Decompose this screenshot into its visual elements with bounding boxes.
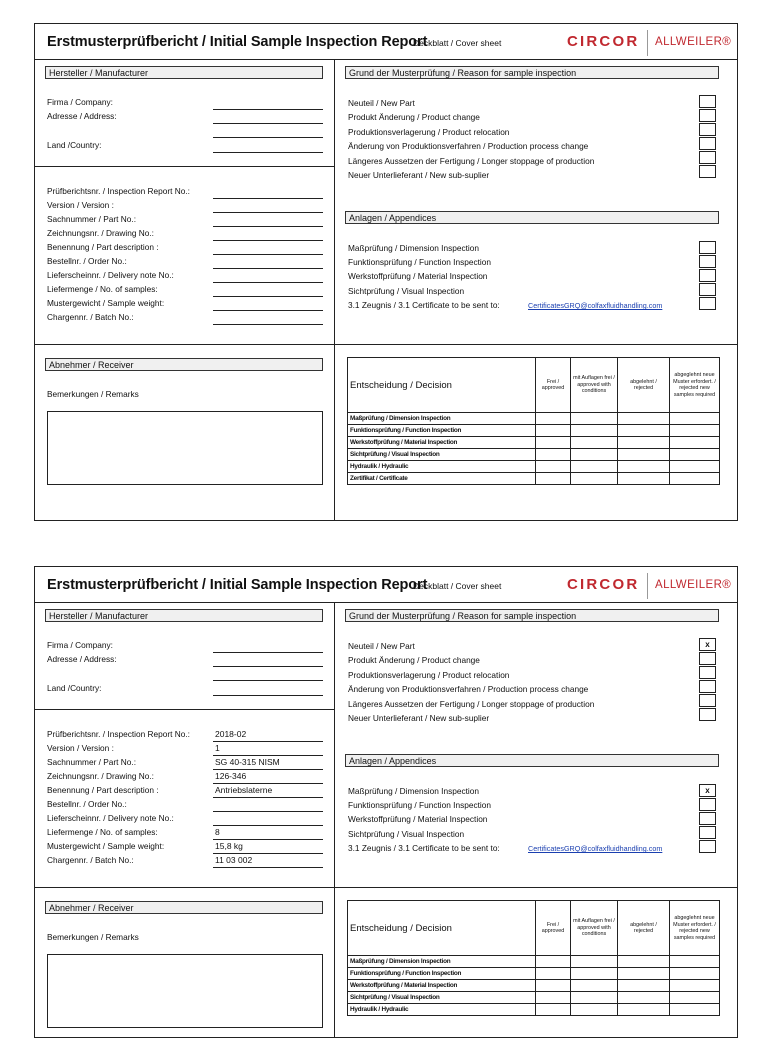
samples-field[interactable] bbox=[213, 296, 323, 297]
decision-table bbox=[347, 900, 720, 1016]
appendix-visual: Sichtprüfung / Visual Inspection bbox=[348, 829, 465, 839]
cell[interactable] bbox=[618, 437, 670, 449]
manufacturer-heading: Hersteller / Manufacturer bbox=[45, 609, 323, 622]
company-label: Firma / Company: bbox=[47, 97, 113, 107]
report-title: Erstmusterprüfbericht / Initial Sample Inspection Report bbox=[47, 34, 428, 50]
reason-checkbox-1[interactable] bbox=[699, 95, 716, 108]
drawing-no-label: Zeichnungsnr. / Drawing No.: bbox=[47, 771, 154, 781]
circor-logo: CIRCOR bbox=[567, 33, 640, 50]
cell[interactable] bbox=[536, 992, 571, 1004]
cell[interactable] bbox=[618, 992, 670, 1004]
cell[interactable] bbox=[571, 992, 618, 1004]
appendix-checkbox-5[interactable] bbox=[699, 297, 716, 310]
reason-checkbox-1[interactable]: x bbox=[699, 638, 716, 651]
cell[interactable] bbox=[618, 461, 670, 473]
cell[interactable] bbox=[618, 1004, 670, 1016]
appendix-checkbox-2[interactable] bbox=[699, 798, 716, 811]
cell[interactable] bbox=[670, 956, 720, 968]
part-no-field bbox=[213, 769, 323, 770]
decision-row-material: Werkstoffprüfung / Material Inspection bbox=[348, 980, 536, 992]
sample-weight-value[interactable]: 15,8 kg bbox=[215, 841, 243, 851]
country-label: Land /Country: bbox=[47, 140, 102, 150]
cell[interactable] bbox=[670, 437, 720, 449]
decision-row-hydraulic: Hydraulik / Hydraulic bbox=[348, 461, 536, 473]
report-no-label: Prüfberichtsnr. / Inspection Report No.: bbox=[47, 186, 190, 196]
decision-table bbox=[347, 357, 720, 485]
reason-checkbox-6[interactable] bbox=[699, 165, 716, 178]
reason-checkbox-2[interactable] bbox=[699, 109, 716, 122]
appendix-dimension: Maßprüfung / Dimension Inspection bbox=[348, 786, 479, 796]
cover-sheet-label: Deckblatt / Cover sheet bbox=[413, 38, 502, 48]
col-rejected: abgelehnt / rejected bbox=[618, 358, 670, 413]
company-label: Firma / Company: bbox=[47, 640, 113, 650]
cell[interactable] bbox=[670, 968, 720, 980]
reason-checkbox-3[interactable] bbox=[699, 666, 716, 679]
decision-row-function: Funktionsprüfung / Function Inspection bbox=[348, 968, 536, 980]
version-value[interactable]: 1 bbox=[215, 743, 220, 753]
version-label: Version / Version : bbox=[47, 200, 114, 210]
col-rejected-new-samples: abgeglehnt neue Muster erfordert. / rejected new samples required bbox=[670, 901, 720, 956]
cell[interactable] bbox=[536, 413, 571, 425]
table-row bbox=[348, 437, 720, 449]
table-row bbox=[348, 956, 720, 968]
cell[interactable] bbox=[571, 425, 618, 437]
column-divider bbox=[334, 602, 335, 1037]
column-divider bbox=[334, 59, 335, 520]
part-description-label: Benennung / Part description : bbox=[47, 785, 159, 795]
batch-no-field bbox=[213, 867, 323, 868]
sample-weight-field bbox=[213, 853, 323, 854]
batch-no-value[interactable]: 11 03 002 bbox=[215, 855, 253, 865]
cell[interactable] bbox=[571, 980, 618, 992]
cell[interactable] bbox=[571, 461, 618, 473]
manufacturer-heading: Hersteller / Manufacturer bbox=[45, 66, 323, 79]
decision-row-dimension: Maßprüfung / Dimension Inspection bbox=[348, 413, 536, 425]
part-description-value[interactable]: Antriebslaterne bbox=[215, 785, 273, 795]
cell[interactable] bbox=[536, 473, 571, 485]
table-row bbox=[348, 968, 720, 980]
header-divider bbox=[35, 602, 737, 603]
company-field[interactable] bbox=[213, 109, 323, 110]
order-no-field bbox=[213, 811, 323, 812]
appendix-material: Werkstoffprüfung / Material Inspection bbox=[348, 814, 488, 824]
cell[interactable] bbox=[536, 425, 571, 437]
reason-heading: Grund der Musterprüfung / Reason for sample inspection bbox=[345, 66, 719, 79]
remarks-label: Bemerkungen / Remarks bbox=[47, 389, 139, 399]
decision-row-visual: Sichtprüfung / Visual Inspection bbox=[348, 449, 536, 461]
table-row bbox=[348, 980, 720, 992]
appendices-heading: Anlagen / Appendices bbox=[345, 754, 719, 767]
address-field[interactable] bbox=[213, 123, 323, 124]
sample-weight-field[interactable] bbox=[213, 310, 323, 311]
cell[interactable] bbox=[571, 956, 618, 968]
appendix-function: Funktionsprüfung / Function Inspection bbox=[348, 800, 491, 810]
cell[interactable] bbox=[571, 413, 618, 425]
cell[interactable] bbox=[670, 449, 720, 461]
reason-checkbox-3[interactable] bbox=[699, 123, 716, 136]
sample-weight-label: Mustergewicht / Sample weight: bbox=[47, 841, 165, 851]
reason-checkbox-5[interactable] bbox=[699, 694, 716, 707]
decision-title: Entscheidung / Decision bbox=[348, 358, 536, 413]
logo-divider bbox=[647, 30, 648, 56]
appendix-visual: Sichtprüfung / Visual Inspection bbox=[348, 286, 465, 296]
cell[interactable] bbox=[571, 1004, 618, 1016]
order-no-field[interactable] bbox=[213, 268, 323, 269]
receiver-heading: Abnehmer / Receiver bbox=[45, 358, 323, 371]
drawing-no-label: Zeichnungsnr. / Drawing No.: bbox=[47, 228, 154, 238]
cell[interactable] bbox=[618, 956, 670, 968]
version-field bbox=[213, 755, 323, 756]
reason-new-part: Neuteil / New Part bbox=[348, 641, 415, 651]
reason-relocation: Produktionsverlagerung / Product relocation bbox=[348, 670, 510, 680]
appendix-checkbox-2[interactable] bbox=[699, 255, 716, 268]
table-row bbox=[348, 425, 720, 437]
cell[interactable] bbox=[536, 437, 571, 449]
reason-checkbox-2[interactable] bbox=[699, 652, 716, 665]
cell[interactable] bbox=[618, 980, 670, 992]
version-label: Version / Version : bbox=[47, 743, 114, 753]
delivery-note-label: Lieferscheinnr. / Delivery note No.: bbox=[47, 813, 174, 823]
version-field[interactable] bbox=[213, 212, 323, 213]
lower-divider bbox=[35, 344, 737, 345]
report-no-field bbox=[213, 741, 323, 742]
reason-relocation: Produktionsverlagerung / Product relocation bbox=[348, 127, 510, 137]
appendix-certificate: 3.1 Zeugnis / 3.1 Certificate to be sent to: bbox=[348, 843, 500, 853]
address-field-2[interactable] bbox=[213, 137, 323, 138]
cell[interactable] bbox=[571, 437, 618, 449]
reason-stoppage: Längeres Aussetzen der Fertigung / Longer stoppage of production bbox=[348, 156, 595, 166]
cell[interactable] bbox=[670, 461, 720, 473]
cell[interactable] bbox=[670, 992, 720, 1004]
reason-product-change: Produkt Änderung / Product change bbox=[348, 112, 480, 122]
cell[interactable] bbox=[670, 1004, 720, 1016]
cell[interactable] bbox=[670, 413, 720, 425]
address-label: Adresse / Address: bbox=[47, 111, 117, 121]
table-row bbox=[348, 449, 720, 461]
drawing-no-field[interactable] bbox=[213, 240, 323, 241]
samples-label: Liefermenge / No. of samples: bbox=[47, 284, 158, 294]
drawing-no-value[interactable]: 126-346 bbox=[215, 771, 247, 781]
cell[interactable] bbox=[536, 449, 571, 461]
logo-divider bbox=[647, 573, 648, 599]
cell[interactable] bbox=[536, 980, 571, 992]
report-no-field[interactable] bbox=[213, 198, 323, 199]
receiver-heading: Abnehmer / Receiver bbox=[45, 901, 323, 914]
country-label: Land /Country: bbox=[47, 683, 102, 693]
reason-sub-supplier: Neuer Unterlieferant / New sub-suplier bbox=[348, 170, 490, 180]
cell[interactable] bbox=[618, 449, 670, 461]
address-label: Adresse / Address: bbox=[47, 654, 117, 664]
appendix-function: Funktionsprüfung / Function Inspection bbox=[348, 257, 491, 267]
decision-row-function: Funktionsprüfung / Function Inspection bbox=[348, 425, 536, 437]
appendix-checkbox-4[interactable] bbox=[699, 826, 716, 839]
table-row bbox=[348, 1004, 720, 1016]
col-approved: Frei / approved bbox=[536, 358, 571, 413]
col-approved: Frei / approved bbox=[536, 901, 571, 956]
appendix-checkbox-1[interactable] bbox=[699, 241, 716, 254]
cell[interactable] bbox=[571, 473, 618, 485]
reason-stoppage: Längeres Aussetzen der Fertigung / Longer stoppage of production bbox=[348, 699, 595, 709]
sample-weight-label: Mustergewicht / Sample weight: bbox=[47, 298, 165, 308]
col-rejected: abgelehnt / rejected bbox=[618, 901, 670, 956]
batch-no-label: Chargennr. / Batch No.: bbox=[47, 855, 134, 865]
reason-product-change: Produkt Änderung / Product change bbox=[348, 655, 480, 665]
reason-checkbox-4[interactable] bbox=[699, 137, 716, 150]
col-approved-conditions: mit Auflagen frei / approved with conditions bbox=[571, 358, 618, 413]
table-row bbox=[348, 461, 720, 473]
report-no-value[interactable]: 2018-02 bbox=[215, 729, 247, 739]
part-no-value[interactable]: SG 40-315 NISM bbox=[215, 757, 280, 767]
cell[interactable] bbox=[618, 413, 670, 425]
report-title: Erstmusterprüfbericht / Initial Sample Inspection Report bbox=[47, 577, 428, 593]
cell[interactable] bbox=[571, 968, 618, 980]
part-description-label: Benennung / Part description : bbox=[47, 242, 159, 252]
section-divider bbox=[35, 166, 334, 167]
section-divider bbox=[35, 709, 334, 710]
reason-sub-supplier: Neuer Unterlieferant / New sub-suplier bbox=[348, 713, 490, 723]
cell[interactable] bbox=[670, 980, 720, 992]
country-field[interactable] bbox=[213, 695, 323, 696]
part-no-label: Sachnummer / Part No.: bbox=[47, 214, 136, 224]
reason-checkbox-5[interactable] bbox=[699, 151, 716, 164]
circor-logo: CIRCOR bbox=[567, 576, 640, 593]
batch-no-field[interactable] bbox=[213, 324, 323, 325]
cell[interactable] bbox=[536, 968, 571, 980]
cover-sheet-blank bbox=[34, 23, 738, 521]
part-description-field[interactable] bbox=[213, 254, 323, 255]
allweiler-logo: ALLWEILER® bbox=[655, 579, 732, 591]
decision-row-certificate: Zertifikat / Certificate bbox=[348, 473, 536, 485]
decision-row-hydraulic: Hydraulik / Hydraulic bbox=[348, 1004, 536, 1016]
samples-label: Liefermenge / No. of samples: bbox=[47, 827, 158, 837]
allweiler-logo: ALLWEILER® bbox=[655, 36, 732, 48]
reason-process-change: Änderung von Produktionsverfahren / Production process change bbox=[348, 684, 589, 694]
reason-checkbox-6[interactable] bbox=[699, 708, 716, 721]
samples-field bbox=[213, 839, 323, 840]
lower-divider bbox=[35, 887, 737, 888]
appendix-checkbox-4[interactable] bbox=[699, 283, 716, 296]
table-row bbox=[348, 992, 720, 1004]
drawing-no-field bbox=[213, 783, 323, 784]
order-no-label: Bestellnr. / Order No.: bbox=[47, 799, 127, 809]
part-no-field[interactable] bbox=[213, 226, 323, 227]
order-no-label: Bestellnr. / Order No.: bbox=[47, 256, 127, 266]
cell[interactable] bbox=[571, 449, 618, 461]
delivery-note-field[interactable] bbox=[213, 282, 323, 283]
address-field-2[interactable] bbox=[213, 680, 323, 681]
reason-heading: Grund der Musterprüfung / Reason for sample inspection bbox=[345, 609, 719, 622]
cover-sheet-label: Deckblatt / Cover sheet bbox=[413, 581, 502, 591]
reason-checkbox-4[interactable] bbox=[699, 680, 716, 693]
cell[interactable] bbox=[670, 425, 720, 437]
cell[interactable] bbox=[536, 1004, 571, 1016]
appendices-heading: Anlagen / Appendices bbox=[345, 211, 719, 224]
appendix-dimension: Maßprüfung / Dimension Inspection bbox=[348, 243, 479, 253]
address-field[interactable] bbox=[213, 666, 323, 667]
cell[interactable] bbox=[618, 473, 670, 485]
appendix-checkbox-1[interactable]: x bbox=[699, 784, 716, 797]
batch-no-label: Chargennr. / Batch No.: bbox=[47, 312, 134, 322]
appendix-certificate: 3.1 Zeugnis / 3.1 Certificate to be sent to: bbox=[348, 300, 500, 310]
part-description-field bbox=[213, 797, 323, 798]
delivery-note-field bbox=[213, 825, 323, 826]
reason-new-part: Neuteil / New Part bbox=[348, 98, 415, 108]
delivery-note-label: Lieferscheinnr. / Delivery note No.: bbox=[47, 270, 174, 280]
decision-row-visual: Sichtprüfung / Visual Inspection bbox=[348, 992, 536, 1004]
table-row bbox=[348, 413, 720, 425]
appendix-checkbox-3[interactable] bbox=[699, 269, 716, 282]
remarks-box[interactable] bbox=[47, 954, 323, 1028]
appendix-checkbox-3[interactable] bbox=[699, 812, 716, 825]
appendix-material: Werkstoffprüfung / Material Inspection bbox=[348, 271, 488, 281]
decision-row-material: Werkstoffprüfung / Material Inspection bbox=[348, 437, 536, 449]
reason-process-change: Änderung von Produktionsverfahren / Production process change bbox=[348, 141, 589, 151]
cell[interactable] bbox=[670, 473, 720, 485]
certificate-email-link[interactable]: CertificatesGRQ@colfaxfluidhandling.com bbox=[528, 844, 663, 853]
col-approved-conditions: mit Auflagen frei / approved with conditions bbox=[571, 901, 618, 956]
cell[interactable] bbox=[618, 968, 670, 980]
cell[interactable] bbox=[618, 425, 670, 437]
samples-value[interactable]: 8 bbox=[215, 827, 220, 837]
decision-row-dimension: Maßprüfung / Dimension Inspection bbox=[348, 956, 536, 968]
report-no-label: Prüfberichtsnr. / Inspection Report No.: bbox=[47, 729, 190, 739]
company-field[interactable] bbox=[213, 652, 323, 653]
table-row bbox=[348, 473, 720, 485]
remarks-box[interactable] bbox=[47, 411, 323, 485]
cell[interactable] bbox=[536, 956, 571, 968]
col-rejected-new-samples: abgeglehnt neue Muster erfordert. / rejected new samples required bbox=[670, 358, 720, 413]
cell[interactable] bbox=[536, 461, 571, 473]
country-field[interactable] bbox=[213, 152, 323, 153]
cover-sheet-filled bbox=[34, 566, 738, 1038]
decision-title: Entscheidung / Decision bbox=[348, 901, 536, 956]
appendix-checkbox-5[interactable] bbox=[699, 840, 716, 853]
part-no-label: Sachnummer / Part No.: bbox=[47, 757, 136, 767]
remarks-label: Bemerkungen / Remarks bbox=[47, 932, 139, 942]
certificate-email-link[interactable]: CertificatesGRQ@colfaxfluidhandling.com bbox=[528, 301, 663, 310]
header-divider bbox=[35, 59, 737, 60]
